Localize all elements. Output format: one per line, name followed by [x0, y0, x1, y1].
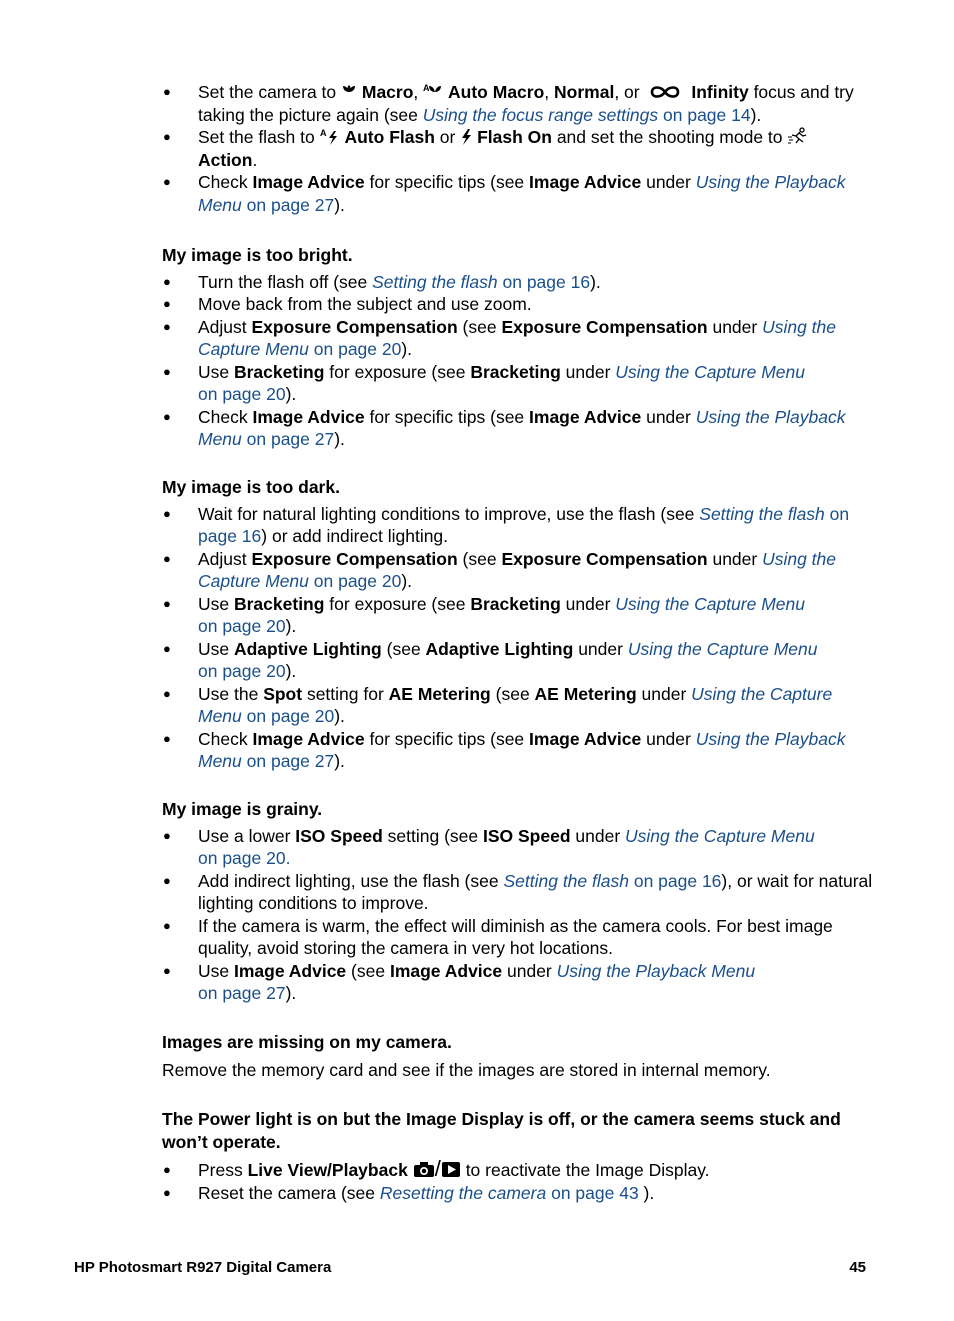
link-capture-menu[interactable]: Using the Capture Menu on page 20: [198, 593, 805, 636]
focus-tips-list: [162, 81, 874, 216]
list-item: ● Reset the camera (see Resetting the camera on page 43 ).: [162, 1182, 874, 1205]
action-mode-icon: [787, 127, 809, 145]
list-item: ● Check Image Advice for specific tips (see Image Advice under Using the Playback Menu on page 27).: [162, 728, 874, 773]
auto-macro-icon: [423, 83, 443, 100]
section-heading: The Power light is on but the Image Display is off, or the camera seems stuck and won’t operate.: [162, 1109, 841, 1152]
link-playback-menu[interactable]: Using the Playback Menu on page 27: [198, 172, 846, 215]
link-capture-menu[interactable]: Using the Capture Menu on page 20: [198, 548, 837, 591]
list-item: ● If the camera is warm, the effect will diminish as the camera cools. For best image quality, avoid storing the camera in very hot locations.: [162, 915, 874, 960]
section-too-dark: [162, 476, 874, 773]
dark-tips-list: [162, 503, 874, 773]
list-item: ● Check Image Advice for specific tips (see Image Advice under Using the Playback Menu on page 27).: [162, 171, 874, 216]
stuck-tips-list: [162, 1156, 874, 1204]
section-heading: My image is too dark.: [162, 477, 340, 497]
link-capture-menu[interactable]: Using the Capture Menu on page 20: [198, 683, 833, 726]
page-footer: [74, 1259, 866, 1276]
bright-tips-list: [162, 271, 874, 451]
link-capture-menu[interactable]: Using the Capture Menu on page 20: [198, 316, 837, 359]
list-item: ● Adjust Exposure Compensation (see Exposure Compensation under Using the Capture Menu on page 20).: [162, 548, 874, 593]
macro-icon: [341, 84, 357, 100]
list-item: ● Use the Spot setting for AE Metering (see AE Metering under Using the Capture Menu on page 20).: [162, 683, 874, 728]
list-item: ● Use Bracketing for exposure (see Bracketing under Using the Capture Menu on page 20).: [162, 593, 874, 638]
link-playback-menu[interactable]: Using the Playback Menu on page 27: [198, 728, 846, 771]
svg-text:A: A: [423, 83, 430, 93]
section-body: Remove the memory card and see if the images are stored in internal memory.: [162, 1059, 771, 1080]
list-item: ● Check Image Advice for specific tips (see Image Advice under Using the Playback Menu on page 27).: [162, 406, 874, 451]
list-item: ● Set the camera to Macro, A Auto Macro, Normal, or Infinity focus and try taking the picture again (see Using the focus range settings on page 14).: [162, 81, 874, 126]
section-camera-stuck: [162, 1108, 874, 1204]
link-setting-flash[interactable]: Setting the flash on page 16: [503, 870, 722, 891]
list-item: ● Use a lower ISO Speed setting (see ISO Speed under Using the Capture Menu on page 20.: [162, 825, 874, 870]
link-capture-menu[interactable]: Using the Capture Menu on page 20.: [198, 825, 815, 868]
link-capture-menu[interactable]: Using the Capture Menu on page 20: [198, 361, 805, 404]
list-item: ● Use Adaptive Lighting (see Adaptive Lighting under Using the Capture Menu on page 20).: [162, 638, 874, 683]
flash-on-icon: [460, 128, 472, 145]
auto-flash-icon: [320, 128, 340, 145]
list-item: ● Press Live View/Playback / to reactivate the Image Display.: [162, 1159, 874, 1182]
icon-separator: /: [434, 1156, 441, 1181]
section-grainy: [162, 798, 874, 1005]
list-item: ● Move back from the subject and use zoom.: [162, 293, 874, 316]
link-playback-menu[interactable]: Using the Playback Menu on page 27: [198, 960, 756, 1003]
section-heading: My image is too bright.: [162, 245, 353, 265]
page-number: 45: [849, 1259, 866, 1276]
link-setting-flash[interactable]: Setting the flash on page 16: [198, 503, 850, 546]
list-item: ● Adjust Exposure Compensation (see Exposure Compensation under Using the Capture Menu on page 20).: [162, 316, 874, 361]
list-item: ● Use Bracketing for exposure (see Bracketing under Using the Capture Menu on page 20).: [162, 361, 874, 406]
list-item: ● Wait for natural lighting conditions to improve, use the flash (see Setting the flash on page 16) or add indirect lighting.: [162, 503, 874, 548]
link-setting-flash[interactable]: Setting the flash on page 16: [372, 271, 591, 292]
footer-title: HP Photosmart R927 Digital Camera: [74, 1259, 332, 1276]
list-item: ● Use Image Advice (see Image Advice under Using the Playback Menu on page 27).: [162, 960, 874, 1005]
list-item: ● Turn the flash off (see Setting the flash on page 16).: [162, 271, 874, 294]
link-playback-menu[interactable]: Using the Playback Menu on page 27: [198, 406, 846, 449]
section-heading: My image is grainy.: [162, 799, 323, 819]
section-heading: Images are missing on my camera.: [162, 1032, 452, 1052]
list-item: ● Add indirect lighting, use the flash (see Setting the flash on page 16), or wait for natural lighting conditions to improve.: [162, 870, 874, 915]
playback-icon: [441, 1161, 461, 1178]
section-too-bright: [162, 244, 874, 451]
camera-icon: [413, 1161, 435, 1178]
link-capture-menu[interactable]: Using the Capture Menu on page 20: [198, 638, 818, 681]
svg-text:A: A: [319, 128, 327, 138]
infinity-icon: [648, 84, 682, 100]
section-missing-images: [162, 1031, 874, 1081]
grainy-tips-list: [162, 825, 874, 1005]
link-resetting-camera[interactable]: Resetting the camera on page 43: [379, 1182, 639, 1203]
link-focus-range[interactable]: Using the focus range settings on page 14: [422, 104, 751, 125]
list-item: ● Set the flash to A Auto Flash or Flash On and set the shooting mode to Action.: [162, 126, 874, 171]
